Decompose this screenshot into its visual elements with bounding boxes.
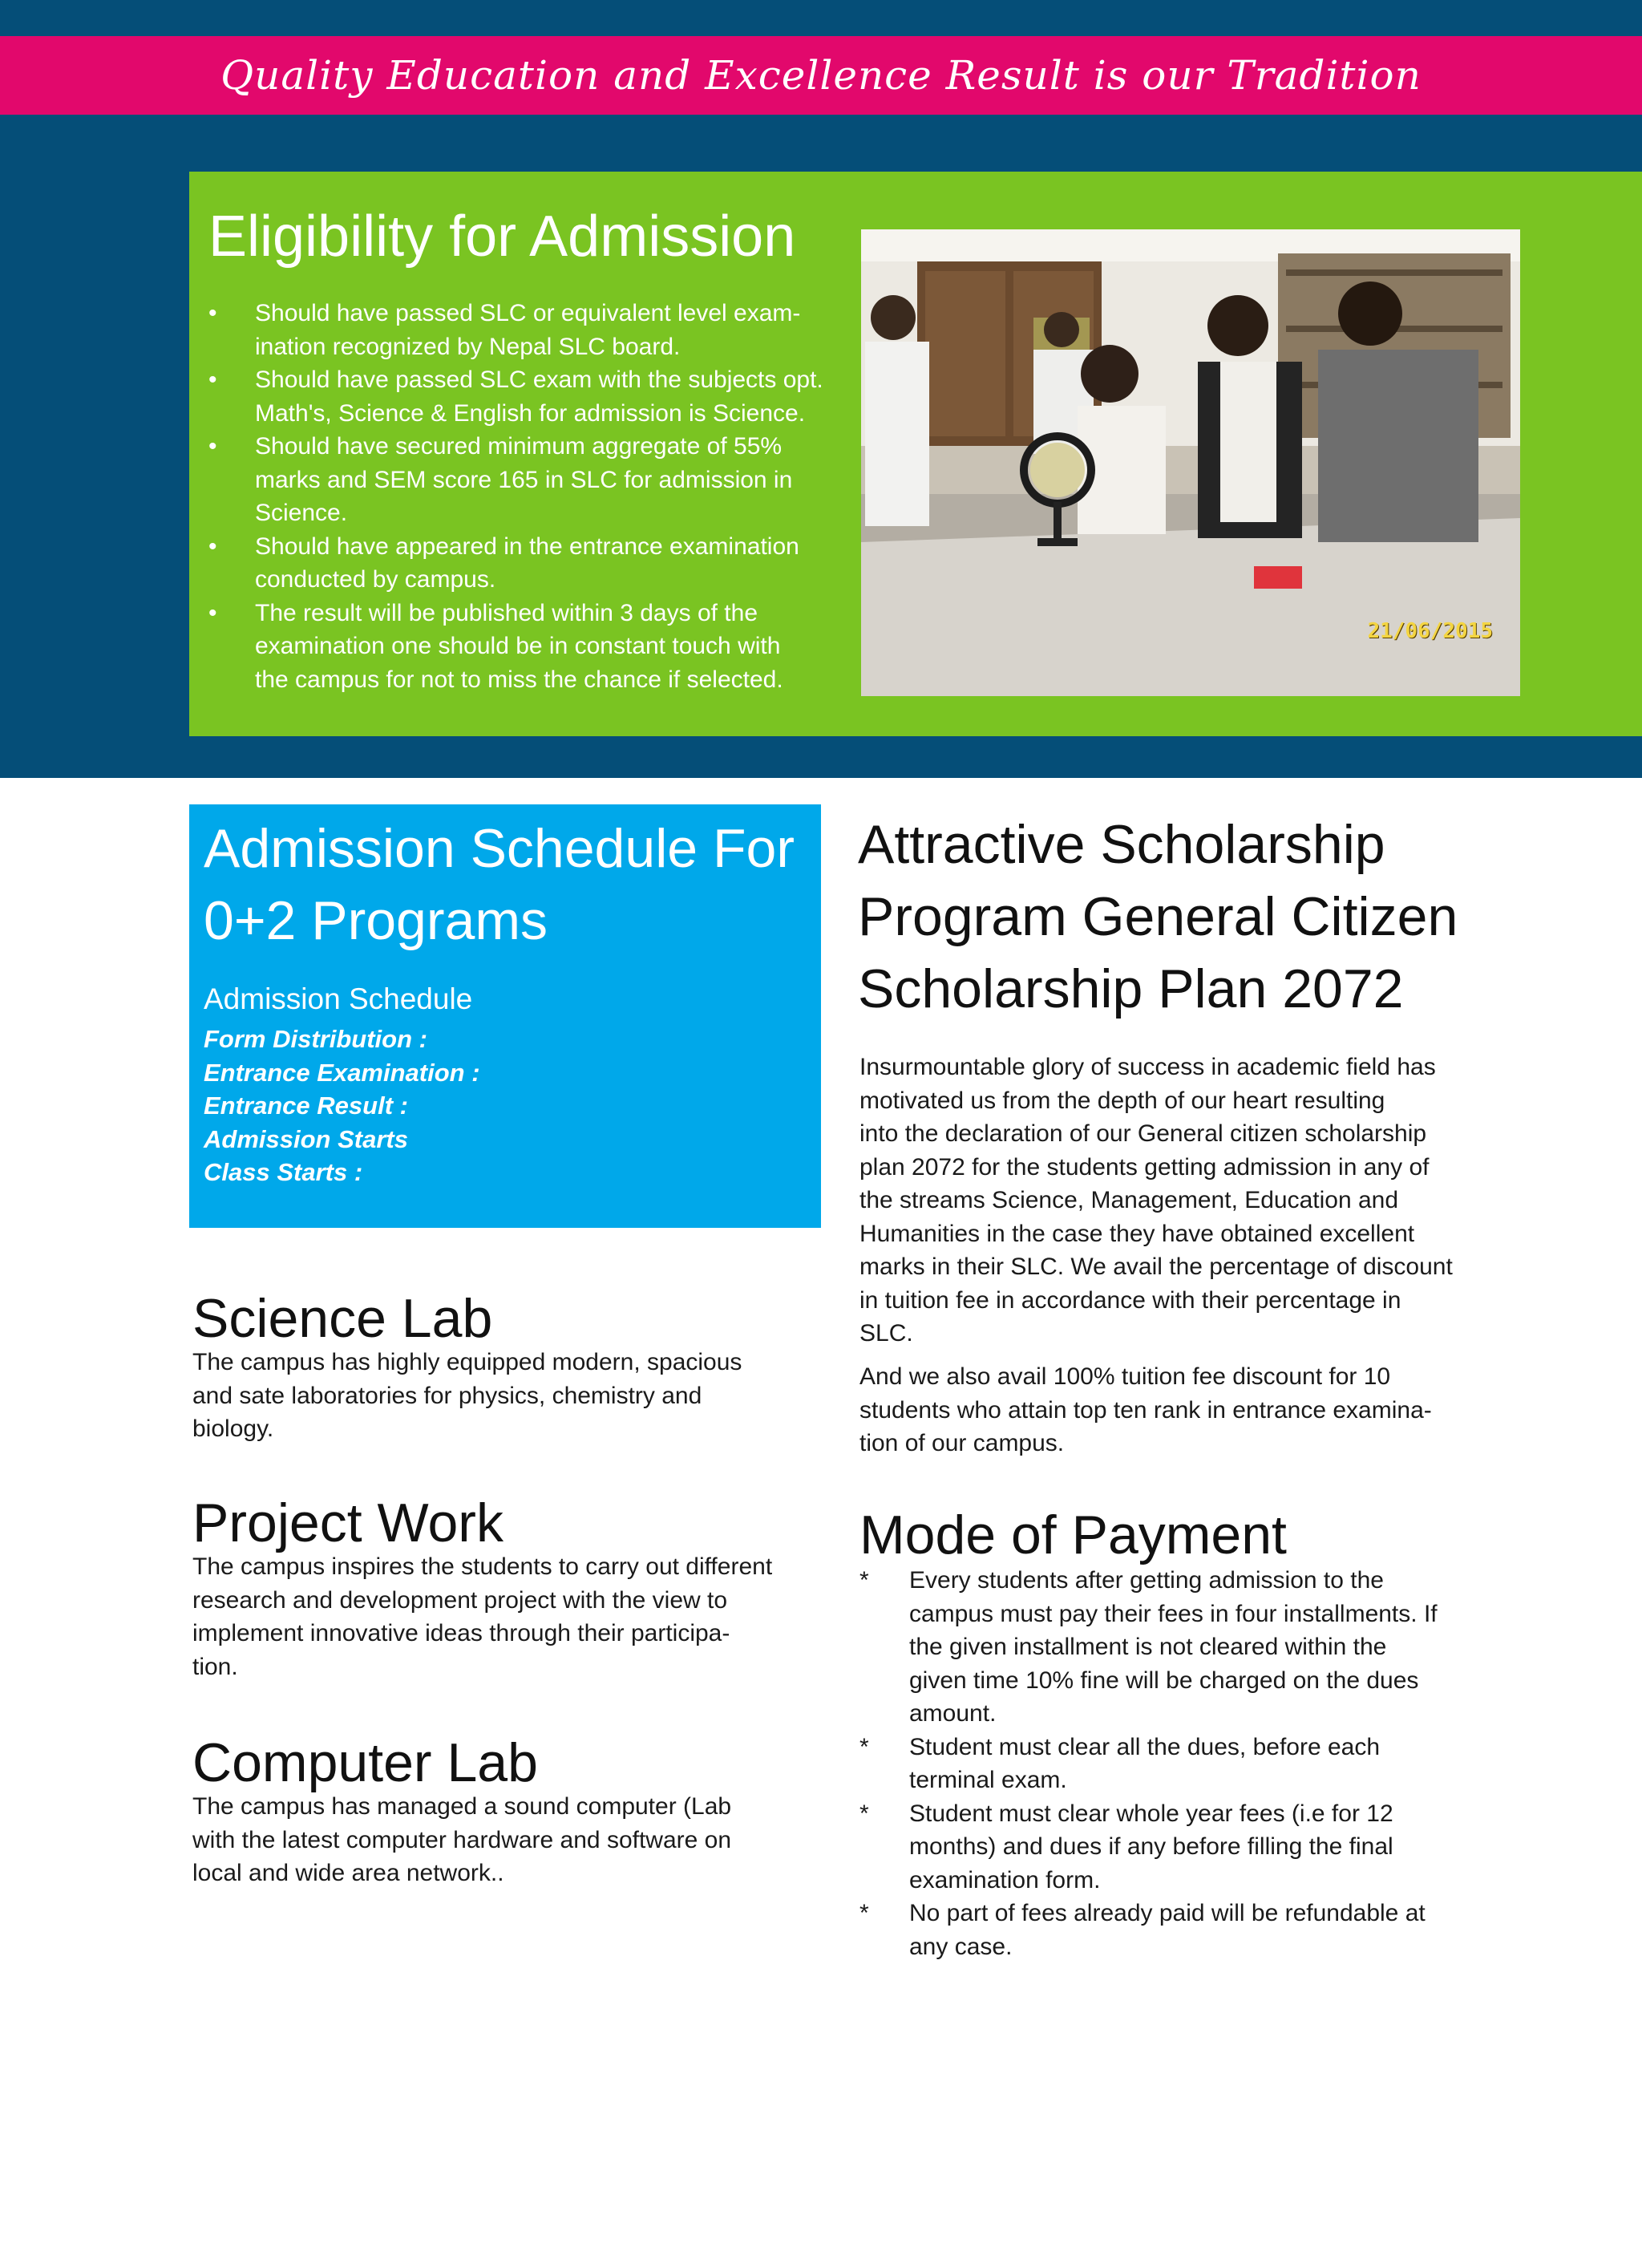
eligibility-list [199,297,880,696]
science-lab-text: The campus has highly equipped modern, spacious and sate laboratories for physics, chemistry and biology. [192,1349,742,1442]
eligibility-title: Eligibility for Admission [208,205,796,269]
eligibility-item: • The result will be published within 3 days of the examination one should be in constant touch with the campus for not to miss the chance if selected. [199,597,880,697]
payment-item: * Student must clear all the dues, before each terminal exam. [859,1731,1501,1797]
eligibility-item: • Should have passed SLC exam with the subjects opt. Math's, Science & English for admission is Science. [199,363,880,430]
payment-item: * No part of fees already paid will be refundable at any case. [859,1897,1501,1963]
bullet-icon: • [208,300,217,326]
computer-lab-text: The campus has managed a sound computer (Lab with the latest computer hardware and software on local and wide area network.. [192,1793,732,1886]
schedule-item: Class Starts : [204,1158,363,1186]
photo-date-stamp: 21/06/2015 [1367,619,1493,643]
eligibility-item: • Should have secured minimum aggregate of 55% marks and SEM score 165 in SLC for admission in Science. [199,430,880,530]
bullet-icon: • [208,533,217,560]
tagline: Quality Education and Excellence Result is our Tradition [220,52,1422,99]
bullet-icon: • [208,599,217,626]
schedule-item: Form Distribution : [204,1025,427,1053]
payment-item: * Student must clear whole year fees (i.e for 12 months) and dues if any before filling the final examination form. [859,1797,1501,1897]
bullet-icon: • [208,367,217,393]
asterisk-icon: * [859,1800,869,1827]
computer-lab-heading: Computer Lab [192,1732,538,1793]
asterisk-icon: * [859,1567,869,1594]
scholarship-title: Attractive Scholarship Program General Citizen Scholarship Plan 2072 [858,814,1458,1019]
scholarship-paragraph-1: Insurmountable glory of success in academic field has motivated us from the depth of our heart resulting into the declaration of our General citizen scholarship plan 2072 for the students getting admission in any of the streams Science, Management, Education and Humanities in the case they have obtained excellent marks in their SLC. We avail the percentage of discount in tuition fee in accordance with their percentage in SLC. [859,1054,1453,1347]
asterisk-icon: * [859,1733,869,1760]
schedule-subtitle: Admission Schedule [204,982,473,1015]
tagline-bar [0,36,1642,115]
science-lab-heading: Science Lab [192,1288,493,1349]
schedule-list [204,1023,480,1189]
project-work-text: The campus inspires the students to carry out different research and development project with the view to implement innovative ideas through their participa- tion. [192,1553,773,1680]
asterisk-icon: * [859,1900,869,1926]
bullet-icon: • [208,433,217,460]
schedule-title: Admission Schedule For 0+2 Programs [204,818,795,951]
scholarship-paragraph-2: And we also avail 100% tuition fee discount for 10 students who attain top ten rank in entrance examina- tion of our campus. [859,1363,1432,1456]
schedule-item: Entrance Result : [204,1091,408,1120]
eligibility-item: • Should have passed SLC or equivalent level exam- ination recognized by Nepal SLC board. [199,297,880,363]
schedule-item: Entrance Examination : [204,1058,480,1087]
payment-item: * Every students after getting admission to the campus must pay their fees in four installments. If the given installment is not cleared within the given time 10% fine will be charged on the dues amount. [859,1564,1501,1731]
payment-list [859,1564,1501,1963]
lab-photo [861,229,1520,696]
payment-heading: Mode of Payment [859,1505,1287,1565]
schedule-item: Admission Starts [204,1124,408,1153]
eligibility-item: • Should have appeared in the entrance examination conducted by campus. [199,530,880,597]
admission-schedule-box [189,804,821,1228]
project-work-heading: Project Work [192,1492,504,1553]
